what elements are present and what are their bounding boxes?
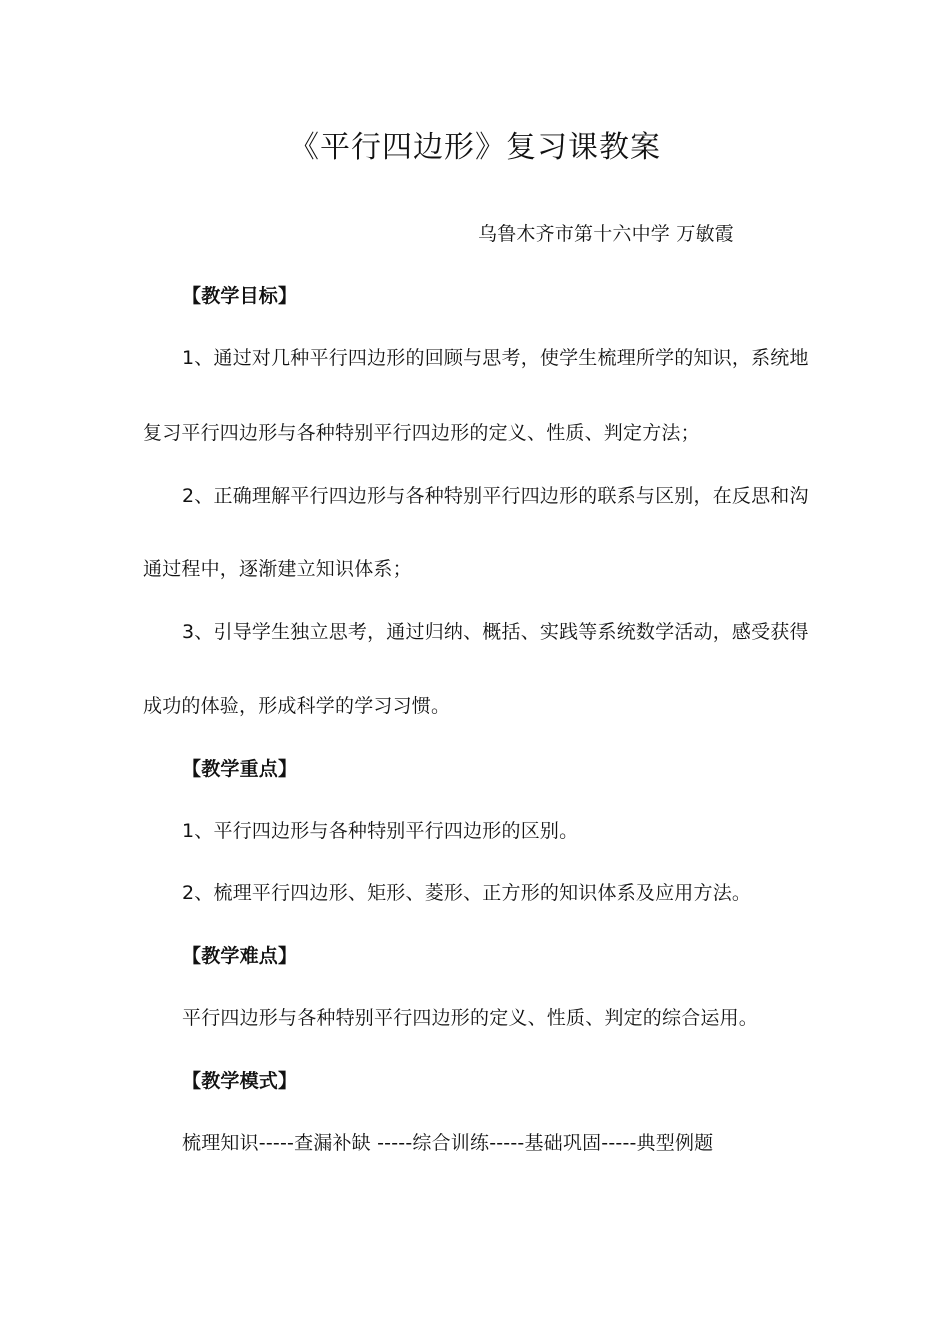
objectives-line-1: 1、通过对几种平行四边形的回顾与思考，使学生梳理所学的知识，系统地 xyxy=(182,347,809,369)
mode-line-1: 梳理知识-----查漏补缺 -----综合训练-----基础巩固-----典型例题 xyxy=(182,1132,714,1154)
objectives-line-6: 成功的体验，形成科学的学习习惯。 xyxy=(143,695,451,717)
objectives-line-4: 通过程中，逐渐建立知识体系； xyxy=(143,558,412,580)
difficulties-line-1: 平行四边形与各种特别平行四边形的定义、性质、判定的综合运用。 xyxy=(182,1007,759,1029)
section-heading-objectives: 【教学目标】 xyxy=(182,285,298,307)
section-heading-difficulties: 【教学难点】 xyxy=(182,945,298,967)
author-line: 乌鲁木齐市第十六中学 万敏霞 xyxy=(478,223,734,245)
section-heading-mode: 【教学模式】 xyxy=(182,1070,298,1092)
document-title: 《平行四边形》复习课教案 xyxy=(289,130,661,165)
objectives-line-2: 复习平行四边形与各种特别平行四边形的定义、性质、判定方法； xyxy=(143,422,700,444)
section-heading-key-points: 【教学重点】 xyxy=(182,758,298,780)
key-points-line-2: 2、梳理平行四边形、矩形、菱形、正方形的知识体系及应用方法。 xyxy=(182,882,752,904)
objectives-line-3: 2、正确理解平行四边形与各种特别平行四边形的联系与区别，在反思和沟 xyxy=(182,485,809,507)
objectives-line-5: 3、引导学生独立思考，通过归纳、概括、实践等系统数学活动，感受获得 xyxy=(182,621,809,643)
key-points-line-1: 1、平行四边形与各种特别平行四边形的区别。 xyxy=(182,820,579,842)
